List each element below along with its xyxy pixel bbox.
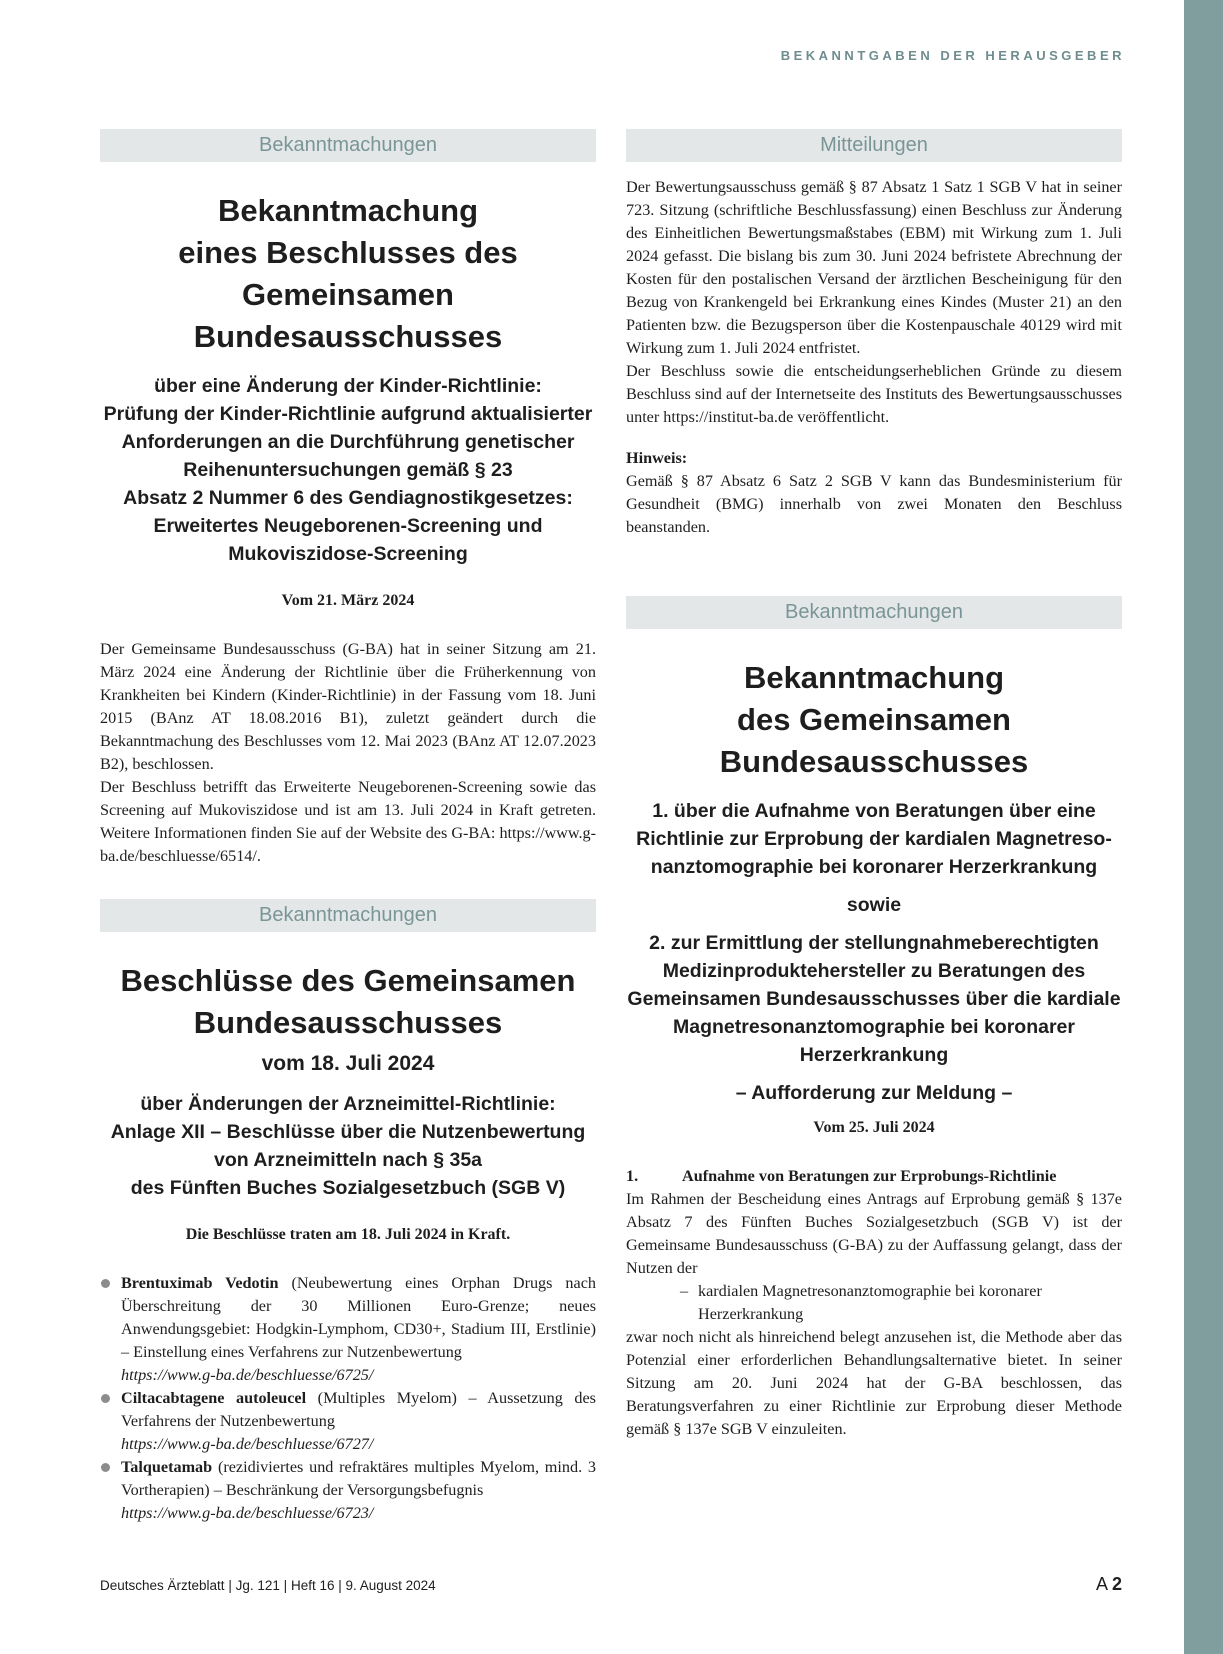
section-label-bar: Bekanntmachungen (100, 899, 596, 932)
right-column (626, 129, 1122, 1441)
title-line: eines Beschlusses des (178, 235, 518, 270)
section-label-bar: Bekanntmachungen (100, 129, 596, 162)
subtitle-line: Prüfung der Kinder-Richtlinie aufgrund aktualisierter (103, 403, 593, 425)
list-item (100, 1456, 596, 1525)
notice-bewertungsausschuss (626, 129, 1122, 539)
drug-name: Ciltacabtagene autoleucel (121, 1389, 307, 1407)
subtitle-line: Medizinproduktehersteller zu Beratungen des (662, 960, 1086, 982)
dash-list-item (626, 1280, 1122, 1326)
notice-subtitle (100, 1090, 596, 1202)
notice-subtitle (100, 372, 596, 568)
page-prefix: A (1096, 1574, 1108, 1594)
title-line: Bundesausschusses (719, 744, 1029, 779)
sidebar-color-strip (1184, 0, 1223, 1654)
title-line: Beschlüsse des Gemeinsamen (120, 963, 576, 998)
subtitle-line: Mukoviszidose-Screening (228, 543, 468, 565)
item-description: (rezidiviertes und refraktäres multiples Myelom, mind. 3 Vortherapien) – Beschränkung der Versorgungsbefugnis (121, 1458, 596, 1499)
notice-part2 (626, 929, 1122, 1069)
section-heading (626, 1165, 1122, 1188)
notice-kardiale-mrt (626, 596, 1122, 1441)
decision-list (100, 1272, 596, 1525)
dash-marker: – (680, 1282, 689, 1300)
subtitle-line: des Fünften Buches Sozialgesetzbuch (SGB V) (130, 1177, 566, 1199)
subtitle-line: Reihenuntersuchungen gemäß § 23 (183, 459, 513, 481)
title-line: Bekanntmachung (217, 193, 479, 228)
section-number: 1. (626, 1167, 639, 1185)
footer-citation (100, 1578, 436, 1593)
list-item (100, 1272, 596, 1387)
decision-link[interactable]: https://www.g-ba.de/beschluesse/6725/ (121, 1366, 374, 1384)
footer-sep: | (338, 1578, 342, 1593)
dash-item-text: kardialen Magnetresonanztomographie bei koronarer Herzerkrankung (698, 1282, 1042, 1323)
journal-name: Deutsches Ärzteblatt (100, 1578, 225, 1593)
notice-date: Vom 21. März 2024 (281, 592, 415, 609)
running-head: BEKANNTGABEN DER HERAUSGEBER (780, 48, 1125, 63)
subtitle-line: von Arzneimitteln nach § 35a (213, 1149, 483, 1171)
subtitle-line: 2. zur Ermittlung der stellungnahmeberechtigten (649, 932, 1099, 954)
subtitle-line: Magnetresonanztomographie bei koronarer (673, 1016, 1075, 1038)
subtitle-line: nanztomographie bei koronarer Herzerkrankung (650, 856, 1098, 878)
body-paragraph: Der Gemeinsame Bundesausschuss (G-BA) hat in seiner Sitzung am 21. März 2024 eine Änderung der Richtlinie über die Früherkennung von Krankheiten bei Kindern (Kinder-Richtlinie) in der Fassung vom 18. Juni 2015 (BAnz AT 18.08.2016 B1), zuletzt geändert durch die Bekanntmachung des Beschlusses vom 12. Mai 2023 (BAnz AT 12.07.2023 B2), beschlossen. (100, 640, 596, 773)
hint-text: Gemäß § 87 Absatz 6 Satz 2 SGB V kann das Bundesministerium für Gesundheit (BMG) innerhalb von zwei Monaten den Beschluss beanstanden. (626, 472, 1122, 536)
subtitle-line: Richtlinie zur Erprobung der kardialen Magnetreso- (636, 828, 1112, 850)
subtitle-line: Gemeinsamen Bundesausschusses über die kardiale (627, 988, 1121, 1010)
notice-beschluesse-arzneimittel (100, 899, 596, 1525)
left-column (100, 129, 596, 1525)
subtitle-line: über Änderungen der Arzneimittel-Richtlinie: (140, 1093, 556, 1115)
notice-part1 (626, 797, 1122, 881)
title-line: Gemeinsamen Bundesausschusses (193, 277, 503, 354)
title-line: Bundesausschusses (193, 1005, 503, 1040)
body-paragraph: Der Bewertungsausschuss gemäß § 87 Absatz 1 Satz 1 SGB V hat in seiner 723. Sitzung (schriftliche Beschlussfassung) einen Beschluss zur Änderung des Einheitlichen Bewertungsmaßstabes (EBM) mit Wirkung zum 1. Juli 2024 gefasst. Die bislang bis zum 30. Juni 2024 befristete Abrechnung der Kosten für den postalischen Versand der ärztlichen Bescheinigung für den Bezug von Krankengeld bei Erkrankung eines Kindes (Muster 21) an den Patienten bzw. die Bezugsperson über die Kostenpauschale 40129 wird mit Wirkung zum 1. Juli 2024 entfristet. (626, 178, 1122, 357)
subtitle-line: Erweitertes Neugeborenen-Screening und (153, 515, 543, 537)
list-item (100, 1387, 596, 1456)
drug-name: Talquetamab (121, 1458, 213, 1476)
item-description: (Neubewertung eines Orphan Drugs nach Überschreitung der 30 Millionen Euro-Grenze; neues Anwendungsgebiet: Hodgkin-Lymphom, CD30+, Stadium III, Erstlinie) – Einstellung eines Verfahrens zur Nutzenbewertung (121, 1274, 596, 1361)
title-line: des Gemeinsamen (737, 702, 1011, 737)
decision-link[interactable]: https://www.g-ba.de/beschluesse/6727/ (121, 1435, 374, 1453)
effective-date: Die Beschlüsse traten am 18. Juli 2024 in Kraft. (185, 1226, 511, 1243)
body-paragraph: Im Rahmen der Bescheidung eines Antrags auf Erprobung gemäß § 137e Absatz 7 des Fünften Buches Sozialgesetzbuch (SGB V) ist der Gemeinsame Bundesausschuss (G-BA) zu der Auffassung gelangt, dass der Nutzen der (626, 1190, 1122, 1277)
notice-date-heading: vom 18. Juli 2024 (261, 1052, 435, 1075)
page-number (1096, 1574, 1122, 1595)
bullet-icon (101, 1463, 110, 1472)
subtitle-line: Absatz 2 Nummer 6 des Gendiagnostikgesetzes: (123, 487, 573, 509)
journal-volume: Jg. 121 (235, 1578, 280, 1593)
notice-title (100, 190, 596, 358)
item-description: (Multiples Myelom) – Aussetzung des Verfahrens der Nutzenbewertung (121, 1389, 596, 1430)
notice-sowie: sowie (846, 894, 902, 916)
subtitle-line: Anforderungen an die Durchführung genetischer (121, 431, 575, 453)
notice-date: Vom 25. Juli 2024 (813, 1119, 935, 1136)
footer-sep: | (228, 1578, 232, 1593)
subtitle-line: Herzerkrankung (799, 1044, 949, 1066)
footer-sep: | (283, 1578, 288, 1593)
bullet-icon (101, 1394, 110, 1403)
section-title: Aufnahme von Beratungen zur Erprobungs-Richtlinie (682, 1167, 1057, 1185)
body-paragraph: zwar noch nicht als hinreichend belegt anzusehen ist, die Methode aber das Potenzial einer erforderlichen Behandlungsalternative bietet. In seiner Sitzung am 20. Juni 2024 hat der G-BA beschlossen, das Beratungsverfahren zu einer Richtlinie zur Erprobung dieser Methode gemäß § 137e SGB V einzuleiten. (626, 1328, 1122, 1438)
subtitle-line: 1. über die Aufnahme von Beratungen über eine (652, 800, 1096, 822)
page-number-value: 2 (1112, 1574, 1123, 1594)
notice-title (626, 657, 1122, 783)
notice-kinder-richtlinie (100, 129, 596, 868)
section-label-bar: Bekanntmachungen (626, 596, 1122, 629)
decision-link[interactable]: https://www.g-ba.de/beschluesse/6723/ (121, 1504, 374, 1522)
body-paragraph: Der Beschluss sowie die entscheidungserheblichen Gründe zu diesem Beschluss sind auf der Internetseite des Instituts des Bewertungsausschusses unter https://institut-ba.de veröffentlicht. (626, 362, 1122, 426)
title-line: Bekanntmachung (743, 660, 1005, 695)
subtitle-line: Anlage XII – Beschlüsse über die Nutzenbewertung (110, 1121, 586, 1143)
hint-label: Hinweis: (626, 449, 688, 467)
section-label-bar: Mitteilungen (626, 129, 1122, 162)
notice-title (100, 960, 596, 1044)
journal-issue: Heft 16 (290, 1578, 335, 1593)
issue-date: 9. August 2024 (345, 1578, 436, 1593)
drug-name: Brentuximab Vedotin (121, 1274, 279, 1292)
bullet-icon (101, 1279, 110, 1288)
subtitle-line: über eine Änderung der Kinder-Richtlinie: (154, 375, 542, 397)
call-to-report: – Aufforderung zur Meldung – (735, 1082, 1013, 1104)
body-paragraph: Der Beschluss betrifft das Erweiterte Neugeborenen-Screening sowie das Screening auf Mukoviszidose und ist am 13. Juli 2024 in Kraft getreten. Weitere Informationen finden Sie auf der Website des G-BA: https://www.g-ba.de/beschluesse/6514/. (100, 778, 596, 865)
